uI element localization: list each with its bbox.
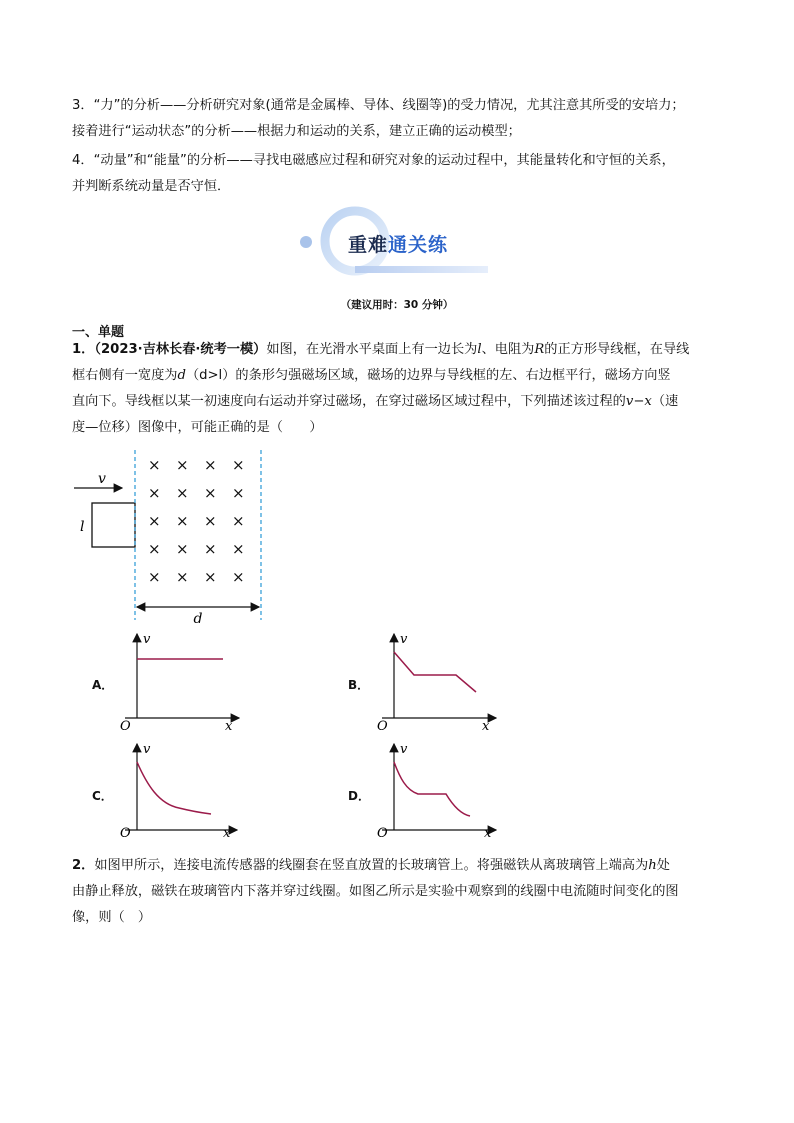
cross-icon: × bbox=[148, 512, 161, 530]
curve-d bbox=[394, 762, 470, 816]
q1-text-2: 、电阻为 bbox=[481, 342, 535, 357]
item-4-line-1: 4．“动量”和“能量”的分析——寻找电磁感应过程和研究对象的运动过程中，其能量转化和守恒的关系， bbox=[72, 153, 675, 168]
x-axis-label: x bbox=[223, 826, 231, 840]
q1-vx: v−x bbox=[625, 394, 652, 409]
option-b-label[interactable]: B． bbox=[348, 678, 370, 692]
cross-icon: × bbox=[232, 512, 245, 530]
v-axis-label: v bbox=[143, 742, 151, 757]
x-axis-label: x bbox=[225, 719, 233, 730]
q1-line-2 bbox=[72, 363, 732, 389]
q2-text-1: 如图甲所示，连接电流传感器的线圈套在竖直放置的长玻璃管上。将强磁铁从离玻璃管上端高为 bbox=[94, 858, 649, 873]
q1-var-R: R bbox=[534, 342, 545, 357]
q2-line-1 bbox=[72, 853, 732, 879]
x-axis-label: x bbox=[482, 719, 490, 730]
cross-icon: × bbox=[148, 568, 161, 586]
q1-text-5: 的条形匀强磁场区域，磁场的边界与导线框的左、右边框平行，磁场方向竖 bbox=[235, 368, 671, 383]
square-frame bbox=[92, 503, 135, 547]
cross-icon: × bbox=[148, 484, 161, 502]
option-d-label[interactable]: D． bbox=[348, 789, 370, 803]
q1-text-4: 框右侧有一宽度为 bbox=[72, 368, 178, 383]
option-b-graph[interactable] bbox=[372, 630, 502, 730]
width-label: d bbox=[193, 611, 203, 625]
item-4-line-2: 并判断系统动量是否守恒． bbox=[72, 179, 231, 194]
banner-title-part1: 重难 bbox=[348, 234, 389, 256]
cross-icon: × bbox=[176, 568, 189, 586]
q2-var-h: h bbox=[648, 858, 657, 873]
magnetic-field-figure bbox=[60, 445, 290, 625]
q1-text-3: 的正方形导线框，在导线 bbox=[544, 342, 690, 357]
q1-number: 1． bbox=[72, 342, 95, 357]
q2-number: 2． bbox=[72, 858, 95, 873]
side-length-label: l bbox=[80, 519, 85, 535]
banner-dot-icon bbox=[300, 236, 312, 248]
q1-var-l: l bbox=[477, 342, 482, 357]
v-axis-label: v bbox=[143, 632, 151, 647]
cross-icon: × bbox=[148, 456, 161, 474]
cross-icon: × bbox=[232, 540, 245, 558]
cross-icon: × bbox=[176, 456, 189, 474]
cross-icon: × bbox=[204, 512, 217, 530]
curve-b bbox=[394, 652, 476, 692]
cross-icon: × bbox=[148, 540, 161, 558]
q2-text-2: 处 bbox=[656, 858, 670, 873]
option-a-graph[interactable] bbox=[115, 630, 245, 730]
curve-c bbox=[137, 762, 211, 814]
cross-icon: × bbox=[232, 484, 245, 502]
cross-icon: × bbox=[176, 484, 189, 502]
q1-line-3 bbox=[72, 389, 732, 415]
option-a-label[interactable]: A． bbox=[92, 678, 114, 692]
time-hint: （建议用时：30 分钟） bbox=[340, 299, 454, 311]
cross-icon: × bbox=[204, 484, 217, 502]
cross-icon: × bbox=[204, 568, 217, 586]
origin-label: O bbox=[377, 719, 388, 730]
v-axis-label: v bbox=[400, 632, 408, 647]
x-axis-label: x bbox=[484, 826, 492, 840]
field-crosses bbox=[148, 456, 245, 586]
q1-condition: （d>l） bbox=[185, 368, 236, 383]
item-3-line-2: 接着进行“运动状态”的分析——根据力和运动的关系，建立正确的运动模型； bbox=[72, 124, 521, 139]
banner-title-part2: 通关练 bbox=[388, 234, 449, 256]
q2-line-3: 像，则（ ） bbox=[72, 910, 152, 925]
origin-label: O bbox=[120, 826, 131, 840]
banner-bar bbox=[355, 266, 488, 273]
option-d-graph[interactable] bbox=[372, 740, 502, 840]
q1-line-1 bbox=[72, 337, 732, 363]
q1-text-7: （速 bbox=[651, 394, 679, 409]
q2-line-2: 由静止释放，磁铁在玻璃管内下落并穿过线圈。如图乙所示是实验中观察到的线圈中电流随时间变化的图 bbox=[72, 884, 679, 899]
option-c-label[interactable]: C． bbox=[92, 789, 113, 803]
cross-icon: × bbox=[232, 456, 245, 474]
q1-source: （2023·吉林长春·统考一模） bbox=[94, 342, 267, 357]
cross-icon: × bbox=[204, 540, 217, 558]
cross-icon: × bbox=[232, 568, 245, 586]
section-title: 一、单题 bbox=[72, 325, 125, 340]
cross-icon: × bbox=[176, 540, 189, 558]
cross-icon: × bbox=[176, 512, 189, 530]
velocity-label: v bbox=[98, 471, 106, 487]
option-c-graph[interactable] bbox=[115, 740, 245, 840]
q1-text-1: 如图，在光滑水平桌面上有一边长为 bbox=[266, 342, 478, 357]
origin-label: O bbox=[120, 719, 131, 730]
origin-label: O bbox=[377, 826, 388, 840]
q1-var-d: d bbox=[177, 368, 186, 383]
item-3-line-1: 3．“力”的分析——分析研究对象(通常是金属棒、导体、线圈等)的受力情况，尤其注意其所受的安培力； bbox=[72, 98, 685, 113]
q1-line-4: 度—位移）图像中，可能正确的是（ ） bbox=[72, 420, 323, 435]
cross-icon: × bbox=[204, 456, 217, 474]
v-axis-label: v bbox=[400, 742, 408, 757]
q1-text-6: 直向下。导线框以某一初速度向右运动并穿过磁场，在穿过磁场区域过程中，下列描述该过程的 bbox=[72, 394, 626, 409]
banner-title bbox=[348, 230, 448, 257]
